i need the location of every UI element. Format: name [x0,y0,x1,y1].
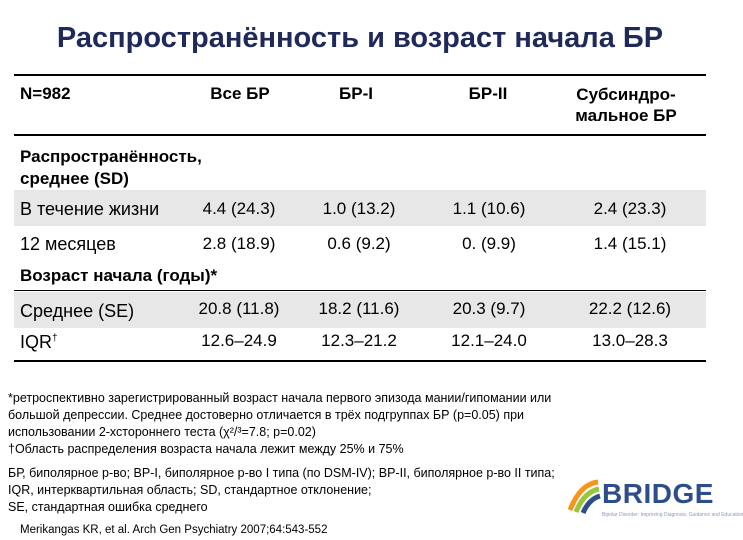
cell-12m-all: 2.8 (18.9) [202,234,276,253]
cell-12m-subthreshold: 1.4 (15.1) [593,234,667,253]
cell-lifetime-bd-i: 1.0 (13.2) [322,199,396,218]
dagger-mark: † [52,333,58,344]
row-label-12-months: 12 месяцев [20,234,116,254]
cell-iqr-bd-i: 12.3–21.2 [321,331,397,350]
row-label-iqr-text: IQR [20,332,53,352]
abbreviation-line: SE, стандартная ошибка среднего [8,500,208,514]
column-header-bd-ii: БР-II [468,84,508,103]
cell-mean-all: 20.8 (11.8) [198,299,280,318]
bridge-logo-text: BRIDGE [602,478,714,509]
bridge-logo [566,476,743,522]
footnote-line: *ретроспективно зарегистрированный возраст начала первого эпизода мании/гипомании или [8,391,552,405]
section-prevalence [20,146,202,190]
cell-mean-bd-i: 18.2 (11.6) [318,299,400,318]
cell-iqr-subthreshold: 13.0–28.3 [592,331,668,350]
section-prevalence-line2: среднее (SD) [20,169,129,188]
bridge-logo-icon [566,480,602,514]
column-header-all-bd: Все БР [210,84,270,103]
citation: Merikangas KR, et al. Arch Gen Psychiatry 2007;64:543-552 [20,524,328,536]
column-header-bd-i: БР-I [339,84,373,103]
abbreviation-line: БР, биполярное р-во; BP-I, биполярное р-во I типа (по DSM-IV); BP-II, биполярное р-во II типа; [8,466,555,480]
footnote-line: †Область распределения возраста начала лежит между 25% и 75% [8,442,404,456]
cell-12m-bd-ii: 0. (9.9) [462,234,516,253]
column-header-subthreshold-line2: мальное БР [575,106,677,125]
bridge-logo-subtitle: Bipolar Disorder: Improving Diagnosis, Guidance and Education [602,512,743,518]
row-label-lifetime: В течение жизни [20,199,160,219]
page-title: Распространённость и возраст начала БР [56,22,664,54]
row-label-mean-se: Среднее (SE) [20,301,135,321]
section-age-of-onset: Возраст начала (годы)* [20,266,218,285]
abbreviation-line: IQR, интерквартильная область; SD, стандартное отклонение; [8,483,372,497]
footnote-line: использовании 2-хстороннего теста (χ²/³=7.8; p=0.02) [8,425,316,439]
cell-lifetime-subthreshold: 2.4 (23.3) [593,199,667,218]
footnote-line: большой депрессии. Среднее достоверно отличается в трёх подгруппах БР (p=0.05) при [8,408,525,422]
cell-12m-bd-i: 0.6 (9.2) [327,234,391,253]
cell-iqr-bd-ii: 12.1–24.0 [451,331,527,350]
sample-size-label: N=982 [20,84,71,103]
cell-iqr-all: 12.6–24.9 [201,331,277,350]
cell-mean-subthreshold: 22.2 (12.6) [588,299,672,318]
abbreviations-block [8,465,555,516]
column-header-subthreshold-bd [560,84,692,126]
cell-mean-bd-ii: 20.3 (9.7) [452,299,526,318]
cell-lifetime-bd-ii: 1.1 (10.6) [452,199,526,218]
section-prevalence-line1: Распространённость, [20,147,202,166]
section-age-rule [14,290,706,291]
table-bottom-rule [14,360,706,362]
row-label-iqr [20,332,58,353]
cell-lifetime-all: 4.4 (24.3) [202,199,276,218]
footnote-block [8,390,551,458]
column-header-subthreshold-line1: Субсиндро- [576,85,676,104]
header-top-rule [14,74,706,76]
header-bottom-rule [14,134,706,136]
